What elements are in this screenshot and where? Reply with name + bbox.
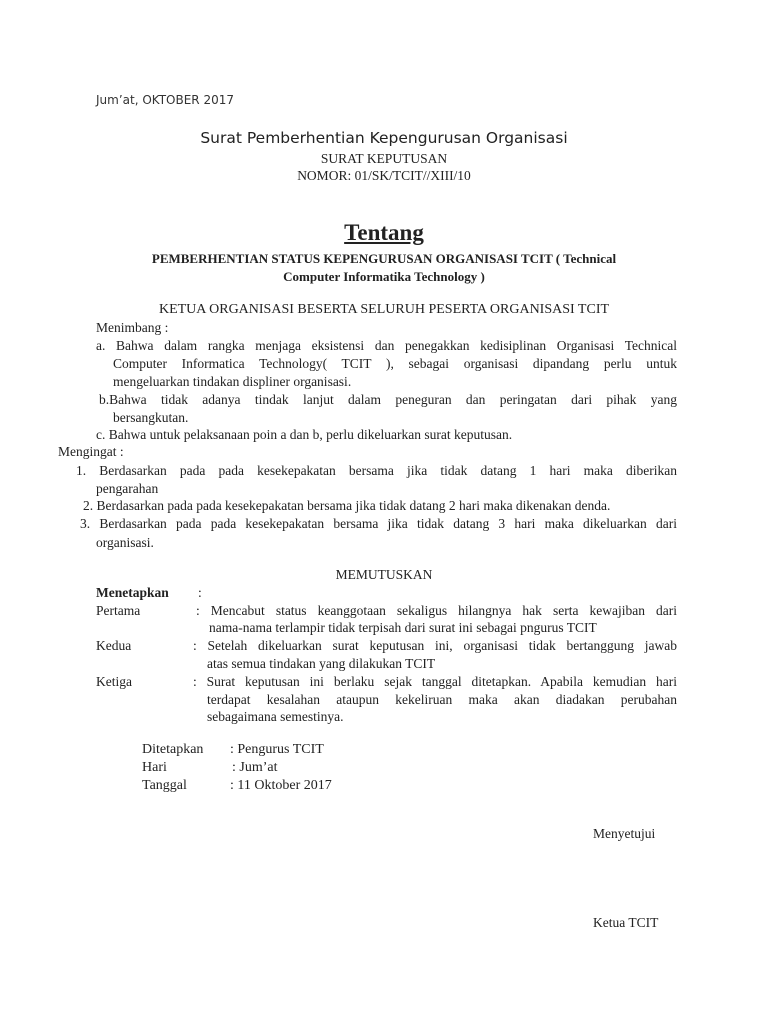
menimbang-b-line-1: b.Bahwa tidak adanya tindak lanjut dalam peneguran dan peringatan dari pihak yang [99,392,677,407]
kedua-line-2: atas semua tindakan yang dilakukan TCIT [207,656,436,671]
tentang-heading: Tentang [344,220,424,245]
date-line: Jum’at, OKTOBER 2017 [96,93,234,107]
ditetapkan-label: Ditetapkan [142,742,204,757]
kedua-line-1: : Setelah dikeluarkan surat keputusan ini, organisasi tidak bertanggung jawab [193,638,677,653]
tanggal-value: : 11 Oktober 2017 [230,778,332,793]
menimbang-block [96,320,168,336]
pertama-line-2: nama-nama terlampir tidak terpisah dari surat ini sebagai pngurus TCIT [209,620,597,635]
menimbang-colon: : [164,320,169,335]
menetapkan-label: Menetapkan [96,585,169,600]
ketiga-line-1: : Surat keputusan ini berlaku sejak tanggal ditetapkan. Apabila kemudian hari [193,674,677,689]
menimbang-c-line-1: c. Bahwa untuk pelaksanaan poin a dan b, perlu dikeluarkan surat keputusan. [96,427,513,442]
memutuskan-heading: MEMUTUSKAN [335,567,433,582]
menimbang-a-line-2: Computer Informatica Technology( TCIT ), sebagai organisasi dipandang perlu untuk [113,356,677,371]
mengingat-block [58,444,124,460]
hari-label: Hari [142,760,167,775]
menimbang-b-line-2: bersangkutan. [113,410,189,425]
menimbang-label: Menimbang [96,320,162,335]
subtitle: SURAT KEPUTUSAN [320,151,448,166]
pertama-line-1: : Mencabut status keanggotaan sekaligus hilangnya hak serta kewajiban dari [196,603,677,618]
pertama-label: Pertama [96,603,141,618]
menimbang-a-line-1: a. Bahwa dalam rangka menjaga eksistensi dan penegakkan kedisiplinan Organisasi Technical [96,338,677,353]
ketiga-line-3: sebagaimana semestinya. [207,709,344,724]
menyetujui-label: Menyetujui [593,826,656,841]
tanggal-label: Tanggal [142,778,187,793]
mengingat-item-2-line-1: 2. Berdasarkan pada pada kesekepakatan bersama jika tidak datang 2 hari maka dikenakan denda. [83,498,611,513]
ketua-signature-label: Ketua TCIT [593,915,659,930]
mengingat-label: Mengingat [58,444,117,459]
mengingat-colon: : [119,444,124,459]
mengingat-item-1-line-2: pengarahan [96,481,159,496]
mengingat-item-3-line-2: organisasi. [96,535,154,550]
ketua-heading: KETUA ORGANISASI BESERTA SELURUH PESERTA ORGANISASI TCIT [158,302,610,317]
menimbang-a-line-3: mengeluarkan tindakan displiner organisasi. [113,374,352,389]
document-title: Surat Pemberhentian Kepengurusan Organisasi [200,129,568,147]
kedua-label: Kedua [96,638,132,653]
tentang-line-1: PEMBERHENTIAN STATUS KEPENGURUSAN ORGANISASI TCIT ( Technical [151,251,617,266]
ketiga-line-2: terdapat kesalahan ataupun kekeliruan maka akan diadakan perubahan [207,692,677,707]
ditetapkan-value: : Pengurus TCIT [230,742,324,757]
mengingat-item-3-line-1: 3. Berdasarkan pada pada kesekepakatan bersama jika tidak datang 3 hari maka dikeluarkan dari [80,516,677,531]
tentang-line-2: Computer Informatika Technology ) [283,269,485,284]
ketiga-label: Ketiga [96,674,132,689]
menetapkan-colon: : [198,585,202,600]
document-number: NOMOR: 01/SK/TCIT//XIII/10 [297,168,471,183]
hari-value: : Jum’at [232,760,278,775]
mengingat-item-1-line-1: 1. Berdasarkan pada pada kesekepakatan bersama jika tidak datang 1 hari maka diberikan [76,463,677,478]
